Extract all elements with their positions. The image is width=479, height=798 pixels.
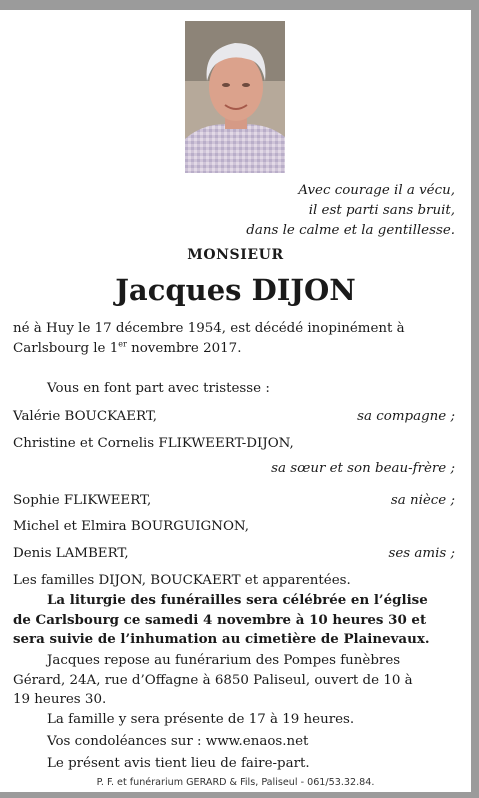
liturgy-line: La liturgie des funérailles sera célébrée en l’église [47, 592, 428, 608]
liturgy-announcement [13, 591, 455, 650]
repose-line: Gérard, 24A, rue d’Offagne à 6850 Paliseul, ouvert de 10 à [13, 672, 413, 688]
quote-line: il est parti sans bruit, [308, 203, 455, 218]
obituary-card [0, 10, 471, 792]
birth-death-statement [13, 319, 455, 358]
birth-line: né à Huy le 17 décembre 1954, est décédé inopinément à [13, 321, 405, 336]
repose-paragraph [13, 651, 455, 710]
family-relation: sa nièce ; [390, 493, 455, 508]
quote-line: dans le calme et la gentillesse. [246, 223, 455, 238]
family-row [13, 434, 455, 454]
family-row [13, 491, 455, 511]
deceased-name: Jacques DIJON [115, 273, 356, 307]
repose-line: 19 heures 30. [13, 692, 107, 707]
presence-line: La famille y sera présente de 17 à 19 heures. [47, 712, 355, 727]
families-line: Les familles DIJON, BOUCKAERT et apparentées. [13, 573, 351, 588]
condolences-line: Vos condoléances sur : www.enaos.net [47, 734, 309, 749]
quote-line: Avec courage il a vécu, [298, 183, 455, 198]
death-line: Carlsbourg le 1er novembre 2017. [13, 339, 242, 356]
family-member-name: Sophie FLIKWEERT, [13, 493, 152, 508]
family-member-name: Michel et Elmira BOURGUIGNON, [13, 519, 250, 534]
family-member-name: Valérie BOUCKAERT, [13, 409, 158, 424]
family-member-name: Christine et Cornelis FLIKWEERT-DIJON, [13, 436, 294, 451]
repose-line: Jacques repose au funérarium des Pompes funèbres [47, 653, 401, 668]
family-row [13, 459, 455, 479]
family-row [13, 407, 455, 427]
portrait-photo [185, 21, 285, 173]
notice-line: Le présent avis tient lieu de faire-part. [47, 756, 310, 771]
family-relation: ses amis ; [388, 546, 455, 561]
family-relation: sa compagne ; [357, 409, 455, 424]
epitaph-quote [246, 181, 455, 241]
family-row [13, 544, 455, 564]
honorific: MONSIEUR [187, 247, 284, 263]
funeral-home-footer: P. F. et funérarium GERARD & Fils, Paliseul - 061/53.32.84. [96, 777, 375, 788]
family-row [13, 517, 455, 537]
liturgy-line: de Carlsbourg ce samedi 4 novembre à 10 heures 30 et [13, 611, 427, 628]
liturgy-line: sera suivie de l’inhumation au cimetière de Plainevaux. [13, 631, 430, 647]
family-member-name: Denis LAMBERT, [13, 546, 129, 561]
intro-text: Vous en font part avec tristesse : [47, 381, 270, 396]
family-relation: sa sœur et son beau-frère ; [271, 461, 455, 476]
